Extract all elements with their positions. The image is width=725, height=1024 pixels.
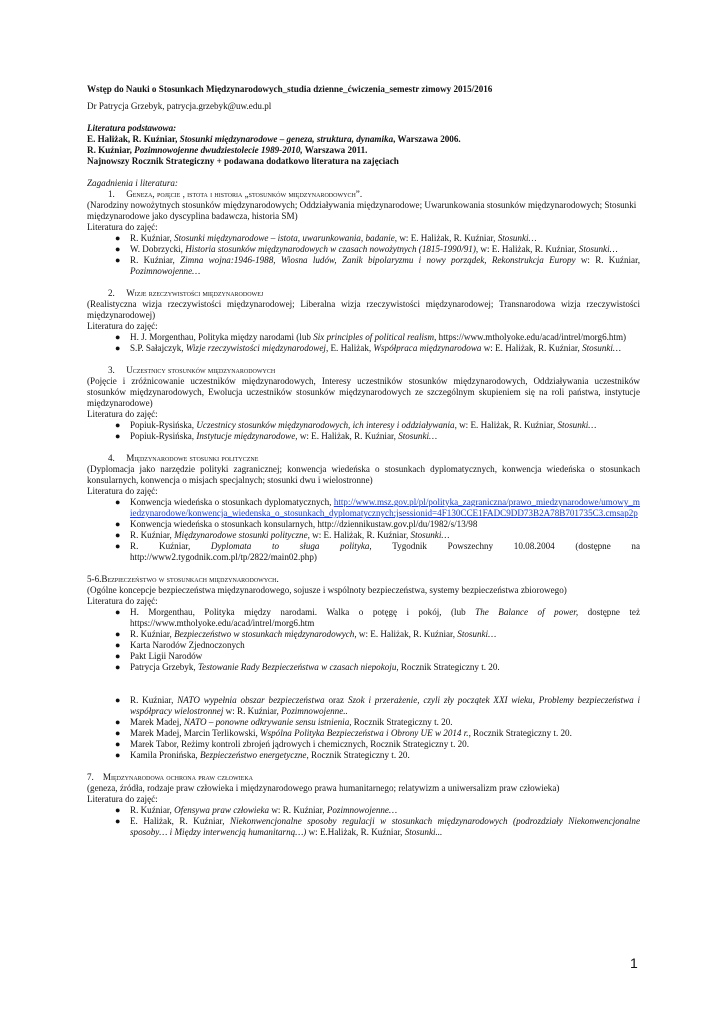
bullet-icon: ● xyxy=(115,530,121,540)
section-3-lit-label: Literatura do zajęć: xyxy=(87,409,158,419)
bullet-icon: ● xyxy=(115,420,121,430)
bullet-icon: ● xyxy=(115,519,121,529)
section-1-title: 1. Geneza, pojęcie , istota i historia „stosunków międzynarodowych”. xyxy=(108,189,363,199)
section-7-title: 7. Międzynarodowa ochrona praw człowieka xyxy=(87,772,254,782)
section-2-list xyxy=(87,332,640,354)
list-item: ● Karta Narodów Zjednoczonych xyxy=(115,640,245,650)
list-item: ● R. Kuźniar, Zimna wojna:1946-1988, Wiosna ludów, Zanik bipolaryzmu i nowy porządek, Rekonstrukcja Europy w: R. Kuźniar, Pozimnowojenne… xyxy=(115,255,641,276)
page-number: 1 xyxy=(630,955,638,971)
bullet-icon: ● xyxy=(115,541,121,551)
literature-line-3: Najnowszy Rocznik Strategiczny + podawana dodatkowo literatura na zajęciach xyxy=(87,156,399,166)
document-title: Wstęp do Nauki o Stosunkach Międzynarodowych_studia dzienne_ćwiczenia_semestr zimowy 2015/2016 xyxy=(87,84,493,94)
literature-heading: Literatura podstawowa: xyxy=(87,123,177,133)
section-4-lit-label: Literatura do zajęć: xyxy=(87,486,158,496)
list-item: ● R. Kuźniar, Międzynarodowe stosunki polityczne, w: E. Haliżak, R. Kuźniar, Stosunki… xyxy=(115,530,450,540)
list-item: ● R. Kuźniar, Bezpieczeństwo w stosunkach międzynarodowych, w: E. Haliżak, R. Kuźniar, Stosunki… xyxy=(115,629,497,639)
bullet-icon: ● xyxy=(115,431,121,441)
bullet-icon: ● xyxy=(115,497,121,507)
bullet-icon: ● xyxy=(115,607,121,617)
bullet-icon: ● xyxy=(115,662,121,672)
list-item: ● Kamila Pronińska, Bezpieczeństwo energetyczne, Rocznik Strategiczny t. 20. xyxy=(115,750,410,760)
bullet-icon: ● xyxy=(115,640,121,650)
section-3-list xyxy=(87,420,640,442)
document-page xyxy=(87,84,640,838)
bullet-icon: ● xyxy=(115,816,121,826)
section-4-title: 4. Międzynarodowe stosunki polityczne xyxy=(108,453,259,463)
section-1-desc: (Narodziny nowożytnych stosunków międzynarodowych; Oddziaływania międzynarodowe; Uwarunkowania stosunków międzynarodowych; Stosunki międzynarodowe jako dyscyplina badawcza, historia SM) xyxy=(87,200,637,221)
list-item: ● E. Haliżak, R. Kuźniar, Niekonwencjonalne sposoby regulacji w stosunkach międzynarodowych (podrozdziały Niekonwencjonalne sposoby… i Między interwencją humanitarną…) w: E.Haliżak, R. Kuźniar, Stosunki... xyxy=(115,816,640,837)
section-5-lit-label: Literatura do zajęć: xyxy=(87,596,158,606)
section-4-desc: (Dyplomacja jako narzędzie polityki zagranicznej; konwencja wiedeńska o stosunkach dyplomatycznych, konwencja wiedeńska o stosunkach konsularnych, konwencja o misjach specjalnych; stosunki dwu i wielostronne) xyxy=(87,464,640,485)
section-5-list-extra xyxy=(87,695,640,761)
bullet-icon: ● xyxy=(115,233,121,243)
section-5-list xyxy=(87,607,640,673)
bullet-icon: ● xyxy=(115,629,121,639)
section-2-lit-label: Literatura do zajęć: xyxy=(87,321,158,331)
list-item: ● S.P. Sałajczyk, Wizje rzeczywistości międzynarodowej, E. Haliżak, Współpraca międzynarodowa w: E. Haliżak, R. Kuźniar, Stosunki… xyxy=(115,343,622,353)
convention-link[interactable]: http://www.msz.gov.pl/pl/polityka_zagraniczna/prawo_miedzynarodowe/umowy_miedzynarodowe/konwencja_wiedenska_o_stosunkach_dyplomatycznych;jsessionid=4F130CCE1FADC9DD73B2A78B701735C3.cmsap2p xyxy=(130,497,640,518)
section-2-desc: (Realistyczna wizja rzeczywistości międzynarodowej; Liberalna wizja rzeczywistości międzynarodowej; Transnarodowa wizja rzeczywistości międzynarodowej) xyxy=(87,299,640,320)
section-7-lit-label: Literatura do zajęć: xyxy=(87,794,158,804)
bullet-icon: ● xyxy=(115,332,121,342)
section-1-list xyxy=(87,233,640,277)
bullet-icon: ● xyxy=(115,244,121,254)
list-item: ● Marek Tabor, Reżimy kontroli zbrojeń jądrowych i chemicznych, Rocznik Strategiczny t. 20. xyxy=(115,739,469,749)
author-line: Dr Patrycja Grzebyk, patrycja.grzebyk@uw.edu.pl xyxy=(87,101,272,111)
list-item: ● H. Morgenthau, Polityka między narodami. Walka o potęgę i pokój, (lub The Balance of power, dostępne też https://www.mtholyoke.edu/acad/intrel/morg6.htm xyxy=(115,607,640,628)
section-3-desc: (Pojęcie i zróżnicowanie uczestników międzynarodowych, Interesy uczestników stosunków międzynarodowych, Oddziaływania uczestników stosunków międzynarodowych, Ewolucja uczestników stosunków międzynarodowych ze szczególnym skupieniem się na roli państwa, instytucje międzynarodowe) xyxy=(87,376,640,408)
list-item: ● Konwencja wiedeńska o stosunkach konsularnych, http://dziennikustaw.gov.pl/du/1982/s/13/98 xyxy=(115,519,478,529)
list-item: ● Popiuk-Rysińska, Uczestnicy stosunków międzynarodowych, ich interesy i oddziaływania, w: E. Haliżak, R. Kuźniar, Stosunki… xyxy=(115,420,597,430)
section-5-title: 5-6.Bezpieczeństwo w stosunkach międzynarodowych. xyxy=(87,574,279,584)
list-item: ● Konwencja wiedeńska o stosunkach dyplomatycznych, http://www.msz.gov.pl/pl/polityka_zagraniczna/prawo_miedzynarodowe/umowy_miedzynarodowe/konwencja_wiedenska_o_stosunkach_dyplomatycznych;jsessionid=4F130CCE1FADC9DD73B2A78B701735C3.cmsap2p xyxy=(115,497,640,518)
list-item: ● R. Kuźniar, Ofensywa praw człowieka w: R. Kuźniar, Pozimnowojenne… xyxy=(115,805,398,815)
list-item: ● W. Dobrzycki, Historia stosunków międzynarodowych w czasach nowożytnych (1815-1990/91), w: E. Haliżak, R. Kuźniar, Stosunki… xyxy=(115,244,618,254)
topics-heading: Zagadnienia i literatura: xyxy=(87,178,178,188)
section-5-desc: (Ogólne koncepcje bezpieczeństwa międzynarodowego, sojusze i wspólnoty bezpieczeństwa, systemy bezpieczeństwa zbiorowego) xyxy=(87,585,567,595)
list-item: ● R. Kuźniar, NATO wypełnia obszar bezpieczeństwa oraz Szok i przerażenie, czyli zły początek XXI wieku, Problemy bezpieczeństwa i współpracy wielostronnej w: R. Kuźniar, Pozimnowojenne.. xyxy=(115,695,640,716)
list-item: ● Popiuk-Rysińska, Instytucje międzynarodowe, w: E. Haliżak, R. Kuźniar, Stosunki… xyxy=(115,431,438,441)
bullet-icon: ● xyxy=(115,255,121,265)
bullet-icon: ● xyxy=(115,695,121,705)
section-4-list xyxy=(87,497,640,563)
section-7-desc: (geneza, źródła, rodzaje praw człowieka i międzynarodowego prawa humanitarnego; relatywizm a uniwersalizm praw człowieka) xyxy=(87,783,560,793)
list-item: ● Marek Madej, Marcin Terlikowski, Wspólna Polityka Bezpieczeństwa i Obrony UE w 2014 r., Rocznik Strategiczny t. 20. xyxy=(115,728,572,738)
list-item: ● Patrycja Grzebyk, Testowanie Rady Bezpieczeństwa w czasach niepokoju, Rocznik Strategiczny t. 20. xyxy=(115,662,500,672)
section-7-list xyxy=(87,805,640,838)
bullet-icon: ● xyxy=(115,728,121,738)
bullet-icon: ● xyxy=(115,805,121,815)
bullet-icon: ● xyxy=(115,343,121,353)
section-1-lit-label: Literatura do zajęć: xyxy=(87,222,158,232)
list-item: ● R. Kuźniar, Dyplomata to sługa polityka, Tygodnik Powszechny 10.08.2004 (dostępne na http://www2.tygodnik.com.pl/tp/2822/main02.php) xyxy=(115,541,641,562)
literature-line-2: R. Kuźniar, Pozimnowojenne dwudziestolecie 1989-2010, Warszawa 2011. xyxy=(87,145,368,155)
bullet-icon: ● xyxy=(115,717,121,727)
list-item: ● Pakt Ligii Narodów xyxy=(115,651,203,661)
list-item: ● H. J. Morgenthau, Polityka między narodami (lub Six principles of political realism, https://www.mtholyoke.edu/acad/intrel/morg6.htm) xyxy=(115,332,627,342)
list-item: ● R. Kuźniar, Stosunki międzynarodowe – istota, uwarunkowania, badanie, w: E. Haliżak, R. Kuźniar, Stosunki… xyxy=(115,233,537,243)
section-2-title: 2. Wizje rzeczywistości międzynarodowej xyxy=(108,288,264,298)
literature-line-1: E. Haliżak, R. Kuźniar, Stosunki międzynarodowe – geneza, struktura, dynamika, Warszawa 2006. xyxy=(87,134,461,144)
bullet-icon: ● xyxy=(115,750,121,760)
bullet-icon: ● xyxy=(115,651,121,661)
section-3-title: 3. Uczestnicy stosunków międzynarodowych xyxy=(108,365,276,375)
bullet-icon: ● xyxy=(115,739,121,749)
list-item: ● Marek Madej, NATO – ponowne odkrywanie sensu istnienia, Rocznik Strategiczny t. 20. xyxy=(115,717,453,727)
